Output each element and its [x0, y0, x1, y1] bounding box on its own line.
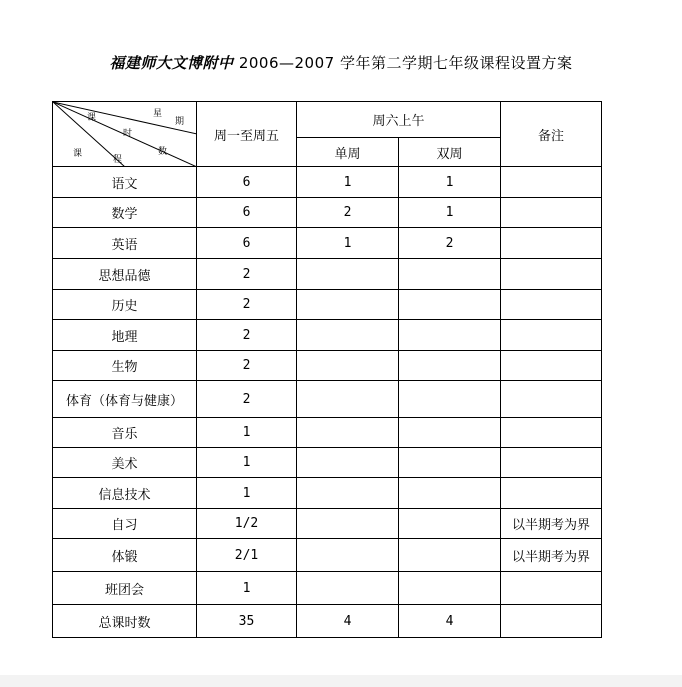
- table-row: [53, 478, 602, 509]
- single-week-hours-cell: 1: [297, 167, 399, 198]
- double-week-hours-cell: [399, 290, 501, 320]
- single-week-hours-cell: [297, 509, 399, 539]
- double-week-hours-cell: [399, 539, 501, 572]
- double-week-hours-cell: [399, 320, 501, 351]
- remark-cell: [501, 448, 602, 478]
- double-week-hours-cell: [399, 448, 501, 478]
- single-week-hours-cell: [297, 381, 399, 418]
- remark-cell: 以半期考为界: [501, 539, 602, 572]
- weekday-hours-cell: 2: [197, 259, 297, 290]
- single-week-hours-cell: [297, 351, 399, 381]
- table-row: [53, 381, 602, 418]
- double-week-hours-cell: [399, 259, 501, 290]
- double-week-hours-cell: 4: [399, 605, 501, 638]
- remark-cell: [501, 167, 602, 198]
- single-week-hours-cell: [297, 290, 399, 320]
- table-row: [53, 509, 602, 539]
- title-text: 2006—2007 学年第二学期七年级课程设置方案: [238, 54, 573, 72]
- remark-cell: [501, 381, 602, 418]
- double-week-hours-cell: 1: [399, 167, 501, 198]
- single-week-hours-cell: [297, 448, 399, 478]
- header-remarks: 备注: [501, 102, 602, 167]
- document-title: [0, 52, 682, 73]
- bottom-bar: [0, 675, 682, 687]
- table-row: [53, 198, 602, 228]
- remark-cell: 以半期考为界: [501, 509, 602, 539]
- remark-cell: [501, 478, 602, 509]
- diag-label-cheng: 程: [113, 155, 123, 165]
- header-double-week: 双周: [399, 138, 501, 167]
- remark-cell: [501, 228, 602, 259]
- table-row: [53, 539, 602, 572]
- weekday-hours-cell: 6: [197, 167, 297, 198]
- diag-label-xing: 星: [153, 109, 163, 119]
- subject-cell: 英语: [53, 228, 197, 259]
- double-week-hours-cell: [399, 418, 501, 448]
- single-week-hours-cell: 1: [297, 228, 399, 259]
- subject-cell: 语文: [53, 167, 197, 198]
- table-row: [53, 320, 602, 351]
- table-row: [53, 259, 602, 290]
- subject-cell: 总课时数: [53, 605, 197, 638]
- subject-cell: 自习: [53, 509, 197, 539]
- subject-cell: 美术: [53, 448, 197, 478]
- table-row: [53, 167, 602, 198]
- table-row: [53, 228, 602, 259]
- subject-cell: 班团会: [53, 572, 197, 605]
- course-schedule-table: [52, 101, 602, 638]
- table-row: [53, 572, 602, 605]
- single-week-hours-cell: [297, 478, 399, 509]
- subject-cell: 体育（体育与健康）: [53, 381, 197, 418]
- school-name: 福建师大文博附中: [109, 54, 234, 72]
- single-week-hours-cell: [297, 539, 399, 572]
- subject-cell: 生物: [53, 351, 197, 381]
- header-saturday: 周六上午: [297, 102, 501, 138]
- diag-label-shi: 时: [123, 129, 133, 139]
- subject-cell: 音乐: [53, 418, 197, 448]
- weekday-hours-cell: 1: [197, 448, 297, 478]
- subject-cell: 体锻: [53, 539, 197, 572]
- table-row: [53, 418, 602, 448]
- weekday-hours-cell: 6: [197, 228, 297, 259]
- single-week-hours-cell: [297, 320, 399, 351]
- single-week-hours-cell: 2: [297, 198, 399, 228]
- remark-cell: [501, 418, 602, 448]
- remark-cell: [501, 605, 602, 638]
- diag-label-ke2: 课: [73, 149, 83, 159]
- double-week-hours-cell: [399, 381, 501, 418]
- single-week-hours-cell: [297, 572, 399, 605]
- single-week-hours-cell: [297, 259, 399, 290]
- weekday-hours-cell: 2: [197, 351, 297, 381]
- subject-cell: 历史: [53, 290, 197, 320]
- diag-label-ke: 课: [87, 113, 97, 123]
- weekday-hours-cell: 2: [197, 320, 297, 351]
- double-week-hours-cell: [399, 509, 501, 539]
- double-week-hours-cell: [399, 478, 501, 509]
- double-week-hours-cell: 1: [399, 198, 501, 228]
- remark-cell: [501, 572, 602, 605]
- double-week-hours-cell: [399, 572, 501, 605]
- weekday-hours-cell: 1/2: [197, 509, 297, 539]
- table-row: [53, 290, 602, 320]
- weekday-hours-cell: 35: [197, 605, 297, 638]
- remark-cell: [501, 351, 602, 381]
- single-week-hours-cell: 4: [297, 605, 399, 638]
- header-weekdays: 周一至周五: [197, 102, 297, 167]
- diagonal-header-cell: [53, 102, 197, 167]
- weekday-hours-cell: 1: [197, 418, 297, 448]
- weekday-hours-cell: 1: [197, 572, 297, 605]
- table-row: [53, 351, 602, 381]
- weekday-hours-cell: 6: [197, 198, 297, 228]
- header-single-week: 单周: [297, 138, 399, 167]
- remark-cell: [501, 259, 602, 290]
- remark-cell: [501, 320, 602, 351]
- weekday-hours-cell: 2/1: [197, 539, 297, 572]
- diag-label-qi: 期: [175, 117, 185, 127]
- weekday-hours-cell: 1: [197, 478, 297, 509]
- weekday-hours-cell: 2: [197, 290, 297, 320]
- table-row: [53, 448, 602, 478]
- subject-cell: 信息技术: [53, 478, 197, 509]
- header-row-1: [53, 102, 602, 138]
- diag-label-shu: 数: [158, 147, 168, 157]
- remark-cell: [501, 290, 602, 320]
- remark-cell: [501, 198, 602, 228]
- subject-cell: 地理: [53, 320, 197, 351]
- weekday-hours-cell: 2: [197, 381, 297, 418]
- double-week-hours-cell: [399, 351, 501, 381]
- subject-cell: 数学: [53, 198, 197, 228]
- single-week-hours-cell: [297, 418, 399, 448]
- double-week-hours-cell: 2: [399, 228, 501, 259]
- subject-cell: 思想品德: [53, 259, 197, 290]
- table-row: [53, 605, 602, 638]
